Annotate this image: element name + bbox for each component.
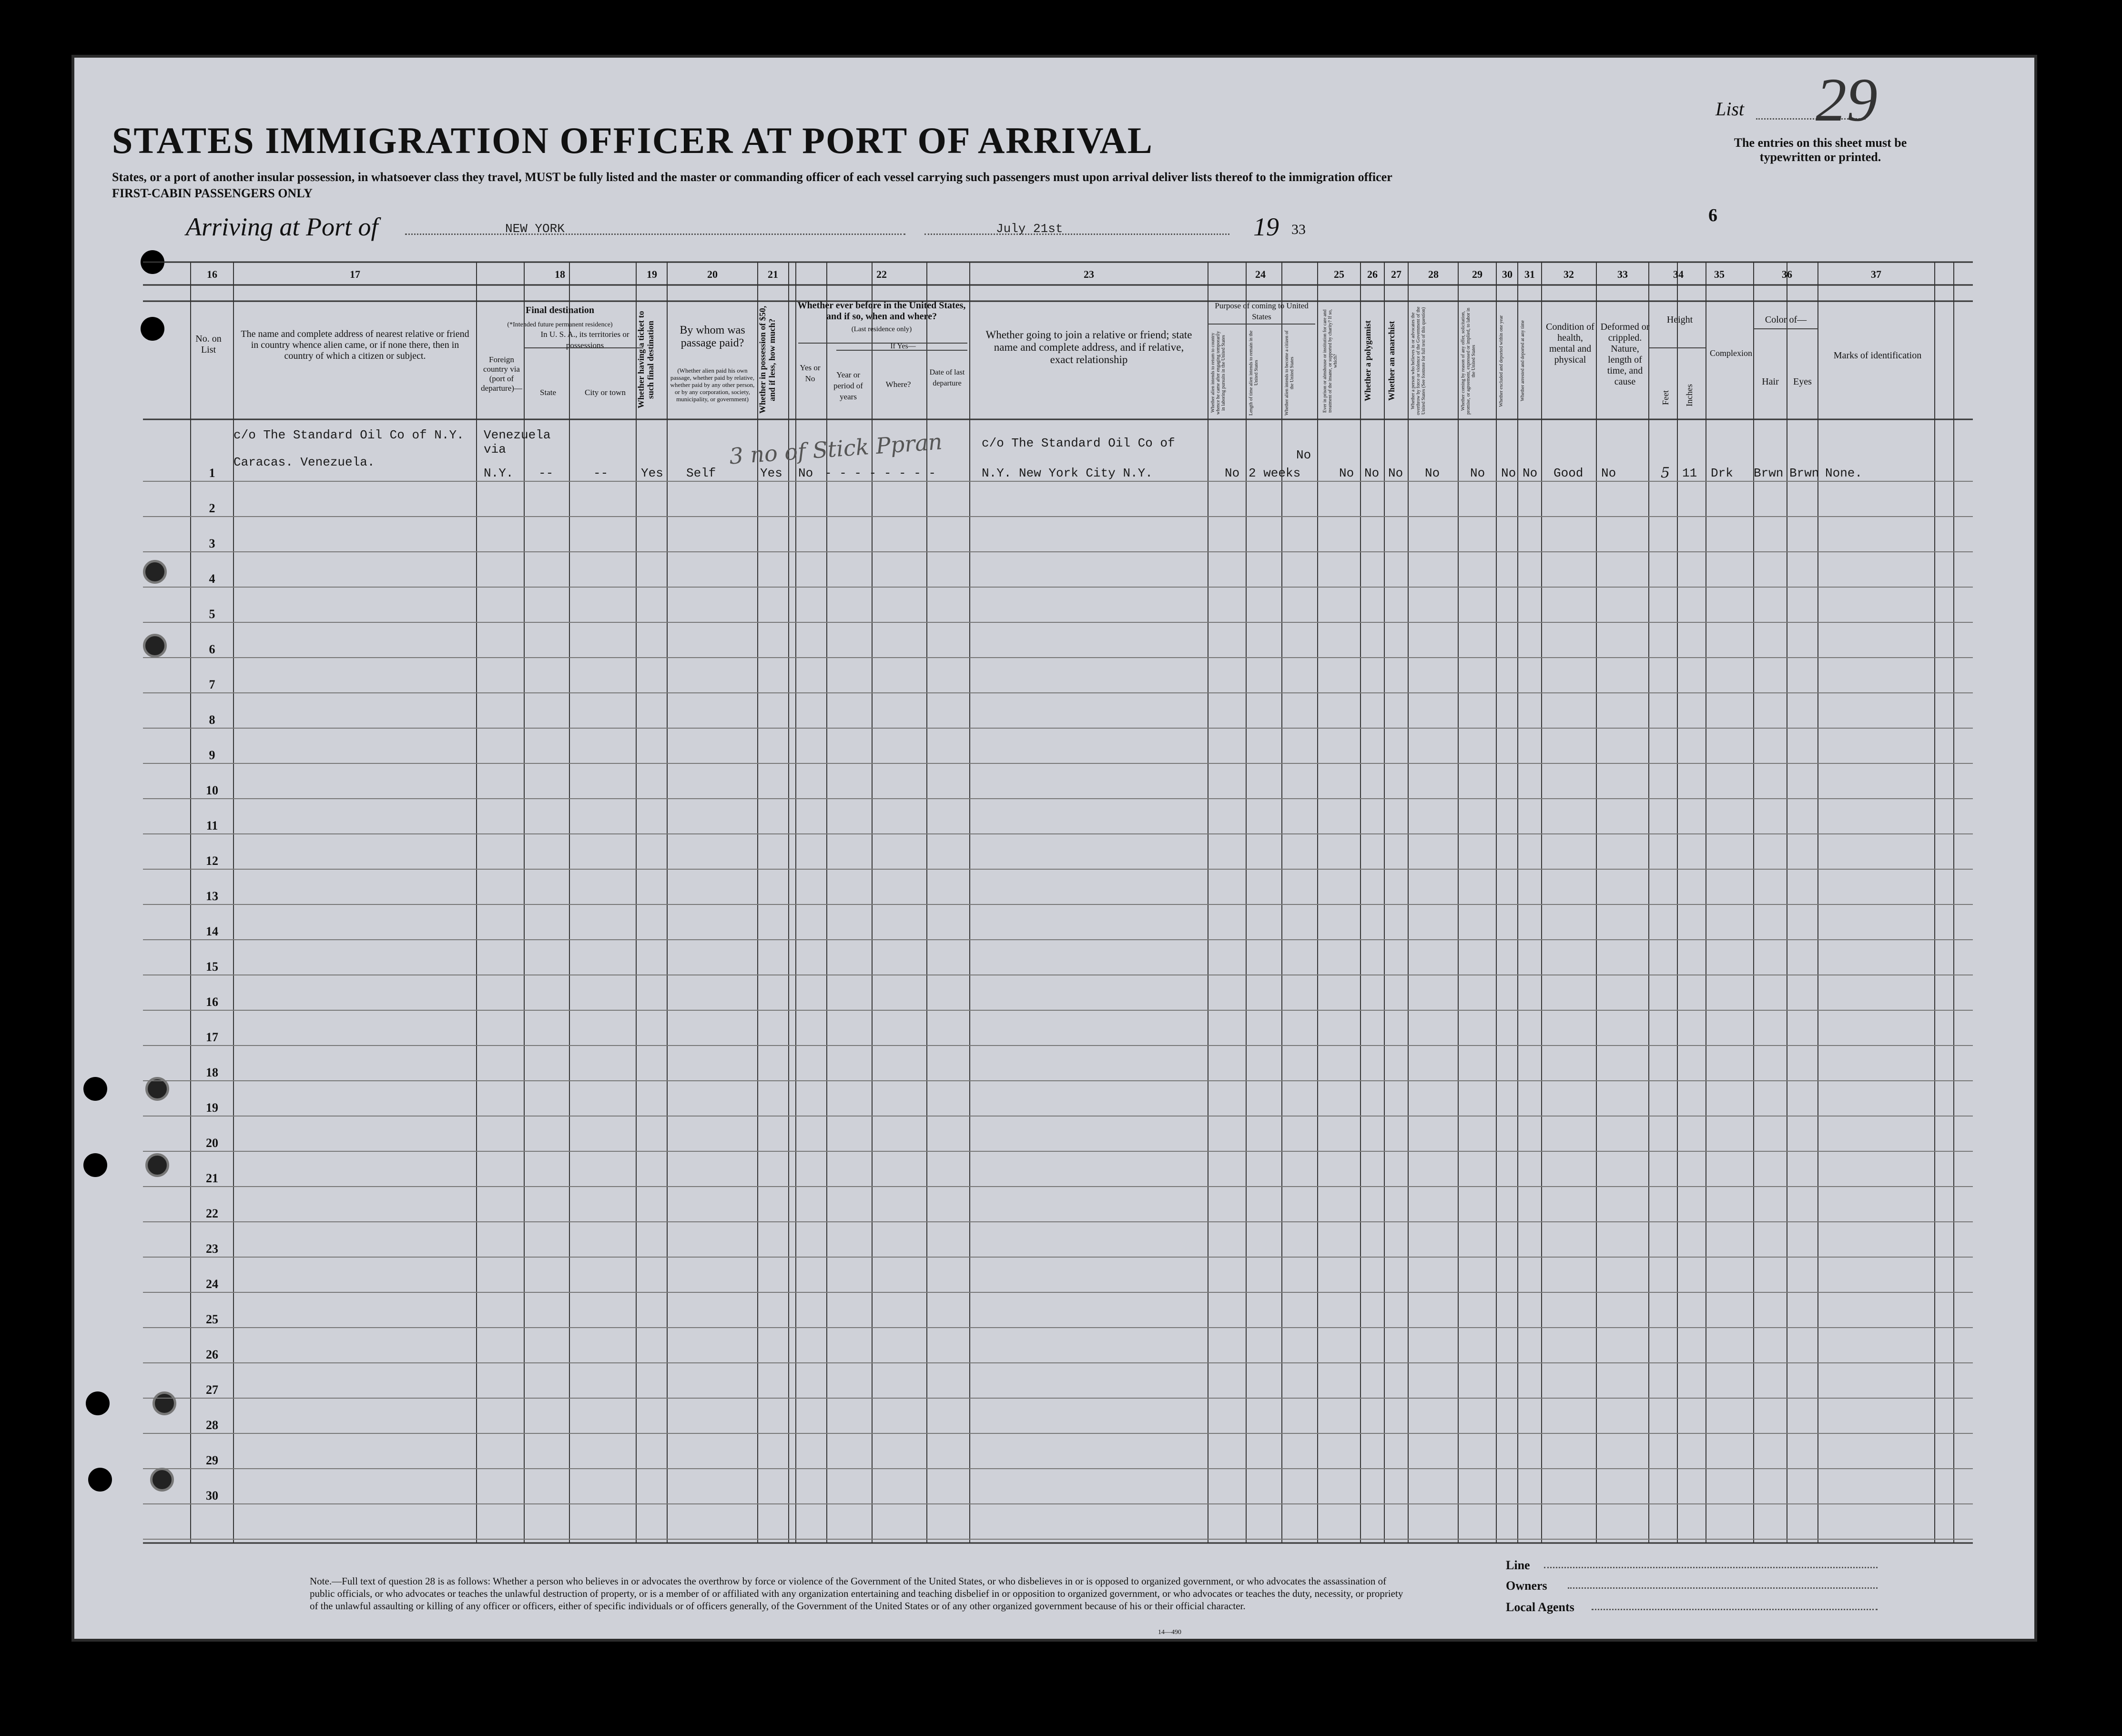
- complexion-value: Drk: [1711, 466, 1733, 480]
- header-color-of: Color of—: [1765, 315, 1807, 325]
- line-label: Line: [1506, 1558, 1530, 1572]
- rule-line-2: FIRST-CABIN PASSENGERS ONLY: [112, 186, 313, 200]
- join-relative-line1: c/o The Standard Oil Co of: [982, 436, 1175, 450]
- header-city: City or town: [585, 388, 626, 397]
- year-suffix: 33: [1291, 222, 1306, 237]
- row-number: 17: [206, 1030, 218, 1044]
- header-nearest-relative: The name and complete address of nearest relative or friend in country whence alien came, or if none there, then in country of which a citizen or subject.: [241, 329, 469, 361]
- column-number: 34: [1673, 268, 1684, 280]
- header-inches: Inches: [1685, 384, 1694, 407]
- row-number: 26: [206, 1348, 218, 1361]
- row-number: 11: [206, 819, 218, 832]
- column-number: 18: [555, 268, 565, 280]
- header-if-yes: If Yes—: [890, 342, 916, 350]
- overthrow-value: No: [1425, 466, 1440, 480]
- health-value: Good: [1553, 466, 1584, 480]
- handwritten-annotation: 3 no of Stick Ppran: [728, 428, 943, 469]
- footnote: Note.—Full text of question 28 is as follows: Whether a person who believes in or advocates the overthrow by force or violence of the Government of the United States, or who disbelieves in or is opposed to organized government, or who advocates the assassination of public officials, or who advocates or teaches the unlawful destruction of property, or is a member of or affiliated with any organization entertaining and teaching disbelief in or opposition to organized government, or who advocates or teaches the duty, necessity, or propriety of the unlawful assaulting or killing of any officer or officers, either of specific individuals or of officers generally, of the Government of the United States or of any other organized government because of his or their official character.: [310, 1575, 1403, 1612]
- deformed-value: No: [1601, 466, 1616, 480]
- row-number: 9: [209, 748, 215, 762]
- row-number: 18: [206, 1066, 218, 1079]
- row-number: 15: [206, 960, 218, 974]
- column-number: 17: [350, 268, 360, 280]
- owners-field: [1568, 1584, 1878, 1589]
- header-complexion: Complexion: [1710, 348, 1752, 358]
- column-number: 28: [1428, 268, 1439, 280]
- header-anarchist: Whether an anarchist: [1387, 321, 1396, 401]
- row-number: 21: [206, 1171, 218, 1185]
- line-field: [1544, 1563, 1878, 1568]
- header-ticket: Whether having a ticket to such final destination: [636, 311, 655, 409]
- header-where: Where?: [885, 380, 911, 389]
- ticket-value: Yes: [641, 466, 663, 480]
- citizen-intent-value: No: [1296, 448, 1311, 462]
- column-number: 24: [1255, 268, 1266, 280]
- header-final-destination-sub: (*Intended future permanent residence): [507, 321, 613, 328]
- row-number: 19: [206, 1101, 218, 1115]
- header-length-stay: Length of time alien intends to remain in the United States: [1249, 330, 1259, 416]
- column-number: 26: [1367, 268, 1378, 280]
- header-passage-paid: By whom was passage paid?: [680, 324, 745, 349]
- header-polygamist: Whether a polygamist: [1363, 320, 1372, 402]
- eyes-value: Brwn: [1789, 466, 1819, 480]
- column-number: 29: [1472, 268, 1482, 280]
- column-number: 16: [207, 268, 217, 280]
- row-number: 4: [209, 572, 215, 586]
- header-final-destination: Final destination: [526, 305, 594, 315]
- year-prefix: 19: [1253, 213, 1279, 241]
- relative-address-line2: Caracas. Venezuela.: [234, 455, 375, 469]
- column-number: 32: [1564, 268, 1574, 280]
- date-value: July 21st: [996, 222, 1063, 236]
- form-title: STATES IMMIGRATION OFFICER AT PORT OF ARRIVAL: [112, 120, 1153, 161]
- header-citizen-intent: Whether alien intends to become a citizen of the United States: [1284, 330, 1295, 416]
- header-yes-no: Yes or No: [800, 363, 821, 383]
- row-number: 22: [206, 1207, 218, 1220]
- port-value: NEW YORK: [505, 222, 565, 236]
- row-number: 30: [206, 1489, 218, 1503]
- row-number: 8: [209, 713, 215, 727]
- header-date-departure: Date of last departure: [929, 368, 965, 387]
- row-number: 10: [206, 783, 218, 797]
- header-health: Condition of health, mental and physical: [1546, 322, 1594, 365]
- header-hair: Hair: [1762, 376, 1779, 387]
- list-label: List: [1716, 98, 1745, 120]
- column-number: 33: [1617, 268, 1628, 280]
- column-number: 30: [1502, 268, 1513, 280]
- column-number: 19: [647, 268, 657, 280]
- row-number: 24: [206, 1277, 218, 1291]
- header-height: Height: [1666, 315, 1693, 325]
- row-number: 6: [209, 642, 215, 656]
- row-number: 5: [209, 607, 215, 621]
- column-number: 37: [1871, 268, 1881, 280]
- header-passage-paid-sub: (Whether alien paid his own passage, whether paid by relative, whether paid by any other person, or by any corporation, society, municipality, or government): [670, 367, 755, 403]
- foreign-country-line2: via: [484, 442, 506, 457]
- prison-value: No: [1339, 466, 1354, 480]
- column-number: 23: [1084, 268, 1094, 280]
- header-in-usa: In U. S. A., its territories or possessions: [540, 330, 629, 350]
- polygamist-value: No: [1364, 466, 1380, 480]
- row-number: 28: [206, 1418, 218, 1432]
- relative-address-line1: c/o The Standard Oil Co of N.Y.: [234, 428, 464, 442]
- row-number: 23: [206, 1242, 218, 1256]
- ever-before-value: No: [798, 466, 813, 480]
- owners-label: Owners: [1506, 1579, 1547, 1593]
- form-number: 14—490: [1158, 1629, 1181, 1636]
- city-value: --: [593, 466, 609, 480]
- header-prison: Ever in prison or almshouse or institution for care and treatment of the insane, or supported by charity? If so, which?: [1322, 309, 1338, 413]
- state-value: --: [538, 466, 554, 480]
- foreign-country-line3: N.Y.: [484, 466, 514, 480]
- header-marks: Marks of identification: [1833, 350, 1922, 361]
- return-intent-value: No: [1225, 466, 1240, 480]
- arrested-value: No: [1523, 466, 1538, 480]
- header-foreign-country: Foreign country via (port of departure)—: [481, 355, 522, 393]
- column-number: 20: [707, 268, 718, 280]
- header-overthrow: Whether a person who believes in or advocates the overthrow by force or violence of the Government of the United States (See footnote for full text of this question): [1411, 306, 1426, 416]
- marks-value: None.: [1825, 466, 1863, 480]
- column-number: 22: [876, 268, 887, 280]
- header-return-intent: Whether alien intends to return to country whence he came after engaging temporarily in laboring pursuits in the United States: [1210, 331, 1226, 415]
- labor-offer-value: No: [1470, 466, 1485, 480]
- row-number: 7: [209, 678, 215, 691]
- row-number: 29: [206, 1453, 218, 1467]
- header-year: Year or period of years: [833, 370, 863, 401]
- row-number: 13: [206, 889, 218, 903]
- feet-value: 5: [1661, 465, 1670, 481]
- arriving-label: Arriving at Port of: [186, 213, 378, 241]
- entries-note: The entries on this sheet must be typewritten or printed.: [1734, 136, 1907, 164]
- hair-value: Brwn: [1754, 466, 1784, 480]
- header-deformed: Deformed or crippled. Nature, length of time, and cause: [1600, 322, 1650, 387]
- header-arrested: Whether arrested and deported at any time: [1520, 320, 1525, 402]
- foreign-country-line1: Venezuela: [484, 428, 551, 442]
- length-of-stay-value: 2 weeks: [1249, 466, 1301, 480]
- header-labor-offer: Whether coming by reason of any offer, solicitation, promise, or agreement, expressed or implied, to labor in the United States: [1461, 307, 1476, 415]
- has-fifty-value: Yes: [760, 466, 782, 480]
- header-feet: Feet: [1661, 390, 1670, 406]
- row-number: 14: [206, 924, 218, 938]
- header-eyes: Eyes: [1793, 376, 1812, 387]
- rule-line-1: States, or a port of another insular possession, in whatsoever class they travel, MUST be fully listed and the master or commanding officer of each vessel carrying such passengers must upon arrival deliver lists thereof to the immigration officer: [112, 170, 1392, 184]
- column-number: 21: [768, 268, 778, 280]
- row-number: 20: [206, 1136, 218, 1150]
- list-number: 29: [1816, 66, 1878, 134]
- header-no-on-list: No. on List: [195, 334, 222, 355]
- column-number: 27: [1391, 268, 1401, 280]
- local-agents-field: [1592, 1605, 1878, 1610]
- header-last-residence: (Last residence only): [851, 325, 912, 333]
- column-number: 36: [1782, 268, 1792, 280]
- local-agents-label: Local Agents: [1506, 1600, 1574, 1614]
- header-state: State: [540, 388, 556, 397]
- row-number: 2: [209, 501, 215, 515]
- header-join-relative: Whether going to join a relative or friend; state name and complete address, and if relative, exact relationship: [985, 329, 1192, 365]
- row-number: 3: [209, 537, 215, 550]
- row-number: 1: [209, 466, 215, 480]
- inches-value: 11: [1682, 466, 1697, 480]
- column-number: 31: [1524, 268, 1535, 280]
- row-number: 25: [206, 1312, 218, 1326]
- header-ever-before: Whether ever before in the United States, and if so, when and where?: [797, 300, 966, 322]
- excluded-value: No: [1501, 466, 1516, 480]
- anarchist-value: No: [1388, 466, 1403, 480]
- row-number: 12: [206, 854, 218, 868]
- sheet-number: 6: [1708, 205, 1717, 225]
- header-fifty-dollars: Whether in possession of $50, and if less, how much?: [758, 305, 777, 414]
- header-purpose: Purpose of coming to United States: [1215, 301, 1309, 321]
- column-number: 35: [1714, 268, 1725, 280]
- row-number: 27: [206, 1383, 218, 1397]
- row-number: 16: [206, 995, 218, 1009]
- ever-before-dashes: - - - - - - - -: [824, 466, 936, 480]
- join-relative-line2: N.Y. New York City N.Y.: [982, 466, 1153, 480]
- column-number: 25: [1334, 268, 1344, 280]
- header-excluded: Whether excluded and deported within one year: [1499, 315, 1504, 407]
- paid-by-value: Self: [686, 466, 716, 480]
